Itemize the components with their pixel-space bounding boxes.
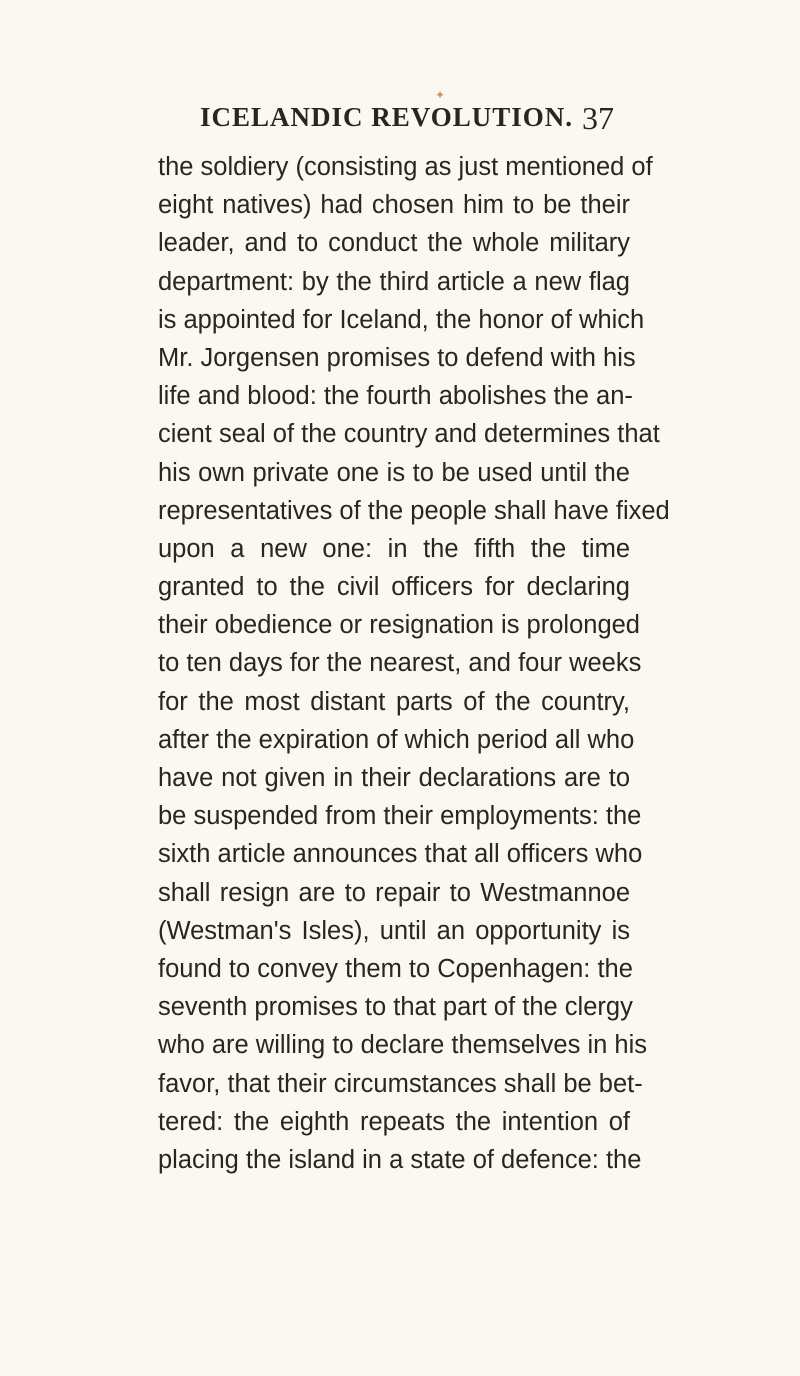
- text-line: (Westman's Isles), until an opportunity is: [158, 916, 630, 945]
- text-line: representatives of the people shall have fixed: [158, 496, 670, 525]
- text-line: for the most distant parts of the country,: [158, 687, 630, 716]
- text-line: have not given in their declarations are to: [158, 764, 630, 792]
- text-line: who are willing to declare themselves in his: [158, 1031, 647, 1060]
- text-line: shall resign are to repair to Westmannoe: [158, 878, 630, 907]
- text-line: found to convey them to Copenhagen: the: [158, 954, 633, 983]
- text-line: Mr. Jorgensen promises to defend with his: [158, 343, 636, 372]
- text-line: placing the island in a state of defence: the: [158, 1145, 642, 1174]
- page-number: 37: [582, 100, 614, 136]
- text-line: favor, that their circumstances shall be bet-: [158, 1069, 643, 1098]
- running-head: [0, 88, 800, 136]
- text-line: life and blood: the fourth abolishes the an-: [158, 382, 633, 411]
- text-line: the soldiery (consisting as just mentioned of: [158, 153, 653, 181]
- ornament-mark: ✦: [435, 88, 446, 102]
- text-line: his own private one is to be used until the: [158, 458, 630, 487]
- text-line: eight natives) had chosen him to be their: [158, 191, 630, 220]
- text-line: be suspended from their employments: the: [158, 802, 642, 831]
- text-line: their obedience or resignation is prolonged: [158, 611, 640, 640]
- text-line: seventh promises to that part of the clergy: [158, 993, 633, 1022]
- text-line: to ten days for the nearest, and four weeks: [158, 649, 642, 678]
- text-line: sixth article announces that all officers who: [158, 840, 643, 869]
- text-line: upon a new one: in the fifth the time: [158, 534, 630, 563]
- text-line: leader, and to conduct the whole military: [158, 229, 630, 258]
- text-line: cient seal of the country and determines that: [158, 420, 660, 449]
- text-line: tered: the eighth repeats the intention of: [158, 1107, 630, 1136]
- text-line: granted to the civil officers for declaring: [158, 573, 630, 602]
- text-line: is appointed for Iceland, the honor of which: [158, 305, 645, 334]
- running-title: ICELANDIC REVOLUTION.: [200, 102, 574, 132]
- body-text: [158, 148, 670, 1179]
- text-line: after the expiration of which period all who: [158, 725, 635, 754]
- text-line: department: by the third article a new flag: [158, 267, 630, 296]
